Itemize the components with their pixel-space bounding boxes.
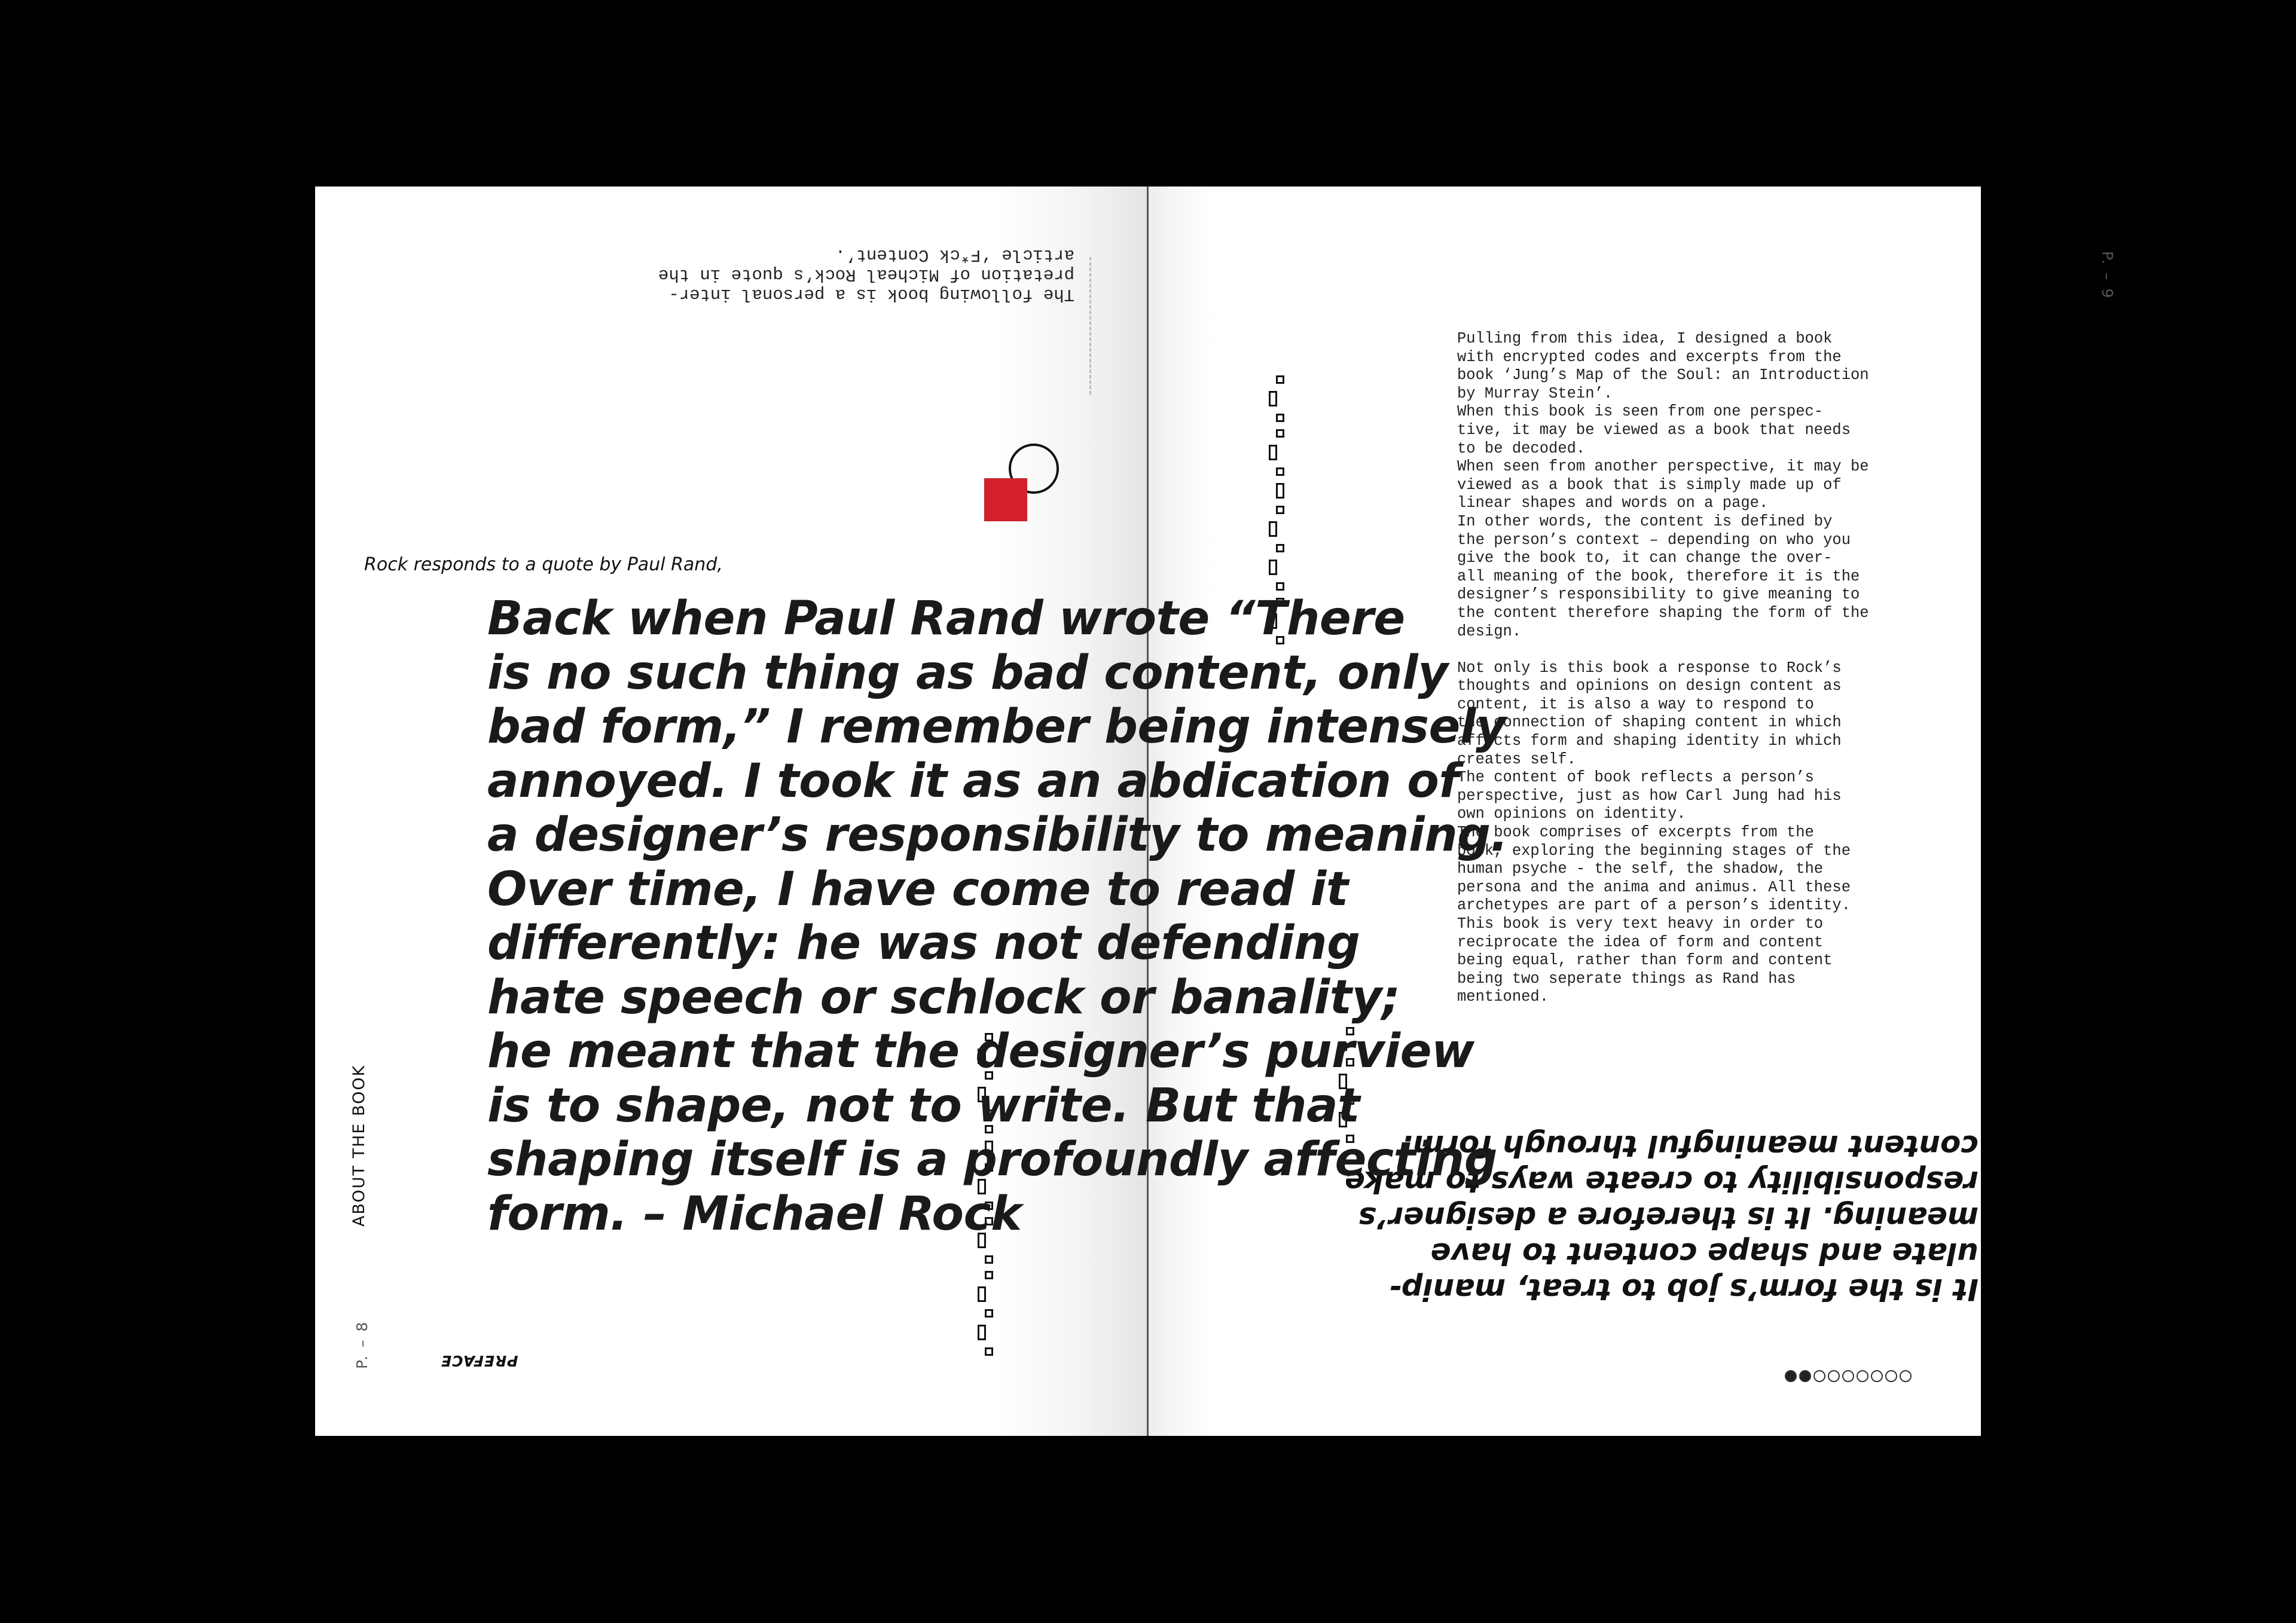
page-number-right: P. – 9: [2099, 251, 2116, 300]
dashed-line: [1089, 257, 1096, 395]
chapter-label: PREFACE: [441, 1352, 518, 1370]
progress-dot: [1871, 1370, 1883, 1382]
red-square-shape: [984, 478, 1027, 521]
progress-dot: [1857, 1370, 1868, 1382]
quote-lead-in: Rock responds to a quote by Paul Rand,: [364, 554, 723, 575]
progress-dot: [1842, 1370, 1854, 1382]
book-spread: [315, 187, 2116, 1436]
pull-quote: Back when Paul Rand wrote “There is no such thing as bad content, only bad form,” I remember being intensely annoyed. I took it as an abdication of a designer’s responsibility to meaning. Over time, I have come to read it differently: he was not defending hate speech or schlock or banality; he meant that the designer’s purview is to shape, not to write. But that shaping itself is a profoundly affecting form. – Michael Rock: [487, 592, 1508, 1241]
statement-upside-down: It is the form’s job to treat, manip- ulate and shape content to have meaning. It is therefore a designer’s responsibility to create ways to make content meaningful through form.: [1345, 1129, 1979, 1307]
intro-text-upside-down: The following book is a personal inter- pretation of Micheal Rock’s quote in the article ‘F*ck Content’.: [658, 245, 1074, 304]
progress-dot: [1828, 1370, 1840, 1382]
progress-dot: [1785, 1370, 1797, 1382]
page-number-left: P. – 8: [353, 1320, 371, 1369]
progress-dot: [1799, 1370, 1811, 1382]
progress-dot: [1885, 1370, 1897, 1382]
body-text: Pulling from this idea, I designed a book with encrypted codes and excerpts from the book ‘Jung’s Map of the Soul: an Introduction by Murray Stein’. When this book is seen from one perspec- tive, it may be viewed as a book that needs to be decoded. When seen from another perspective, it may be viewed as a book that is simply made up of linear shapes and words on a page. In other words, the content is defined by the person’s context – depending on who you give the book to, it can change the over- all meaning of the book, therefore it is the designer’s responsibility to give meaning to the content therefore shaping the form of the design. Not only is this book a response to Rock’s thoughts and opinions on design content as content, it is also a way to respond to the connection of shaping content in which affects form and shaping identity in which creates self. The content of book reflects a person’s perspective, just as how Carl Jung had his own opinions on identity. The book comprises of excerpts from the book, exploring the beginning stages of the human psyche - the self, the shadow, the persona and the anima and animus. All these archetypes are part of a person’s identity. This book is very text heavy in order to reciprocate the idea of form and content being equal, rather than form and content being two seperate things as Rand has mentioned.: [1457, 330, 1869, 1006]
section-label: ABOUT THE BOOK: [350, 1064, 368, 1227]
progress-dots: [1785, 1370, 1912, 1382]
progress-dot: [1813, 1370, 1825, 1382]
progress-dot: [1900, 1370, 1912, 1382]
